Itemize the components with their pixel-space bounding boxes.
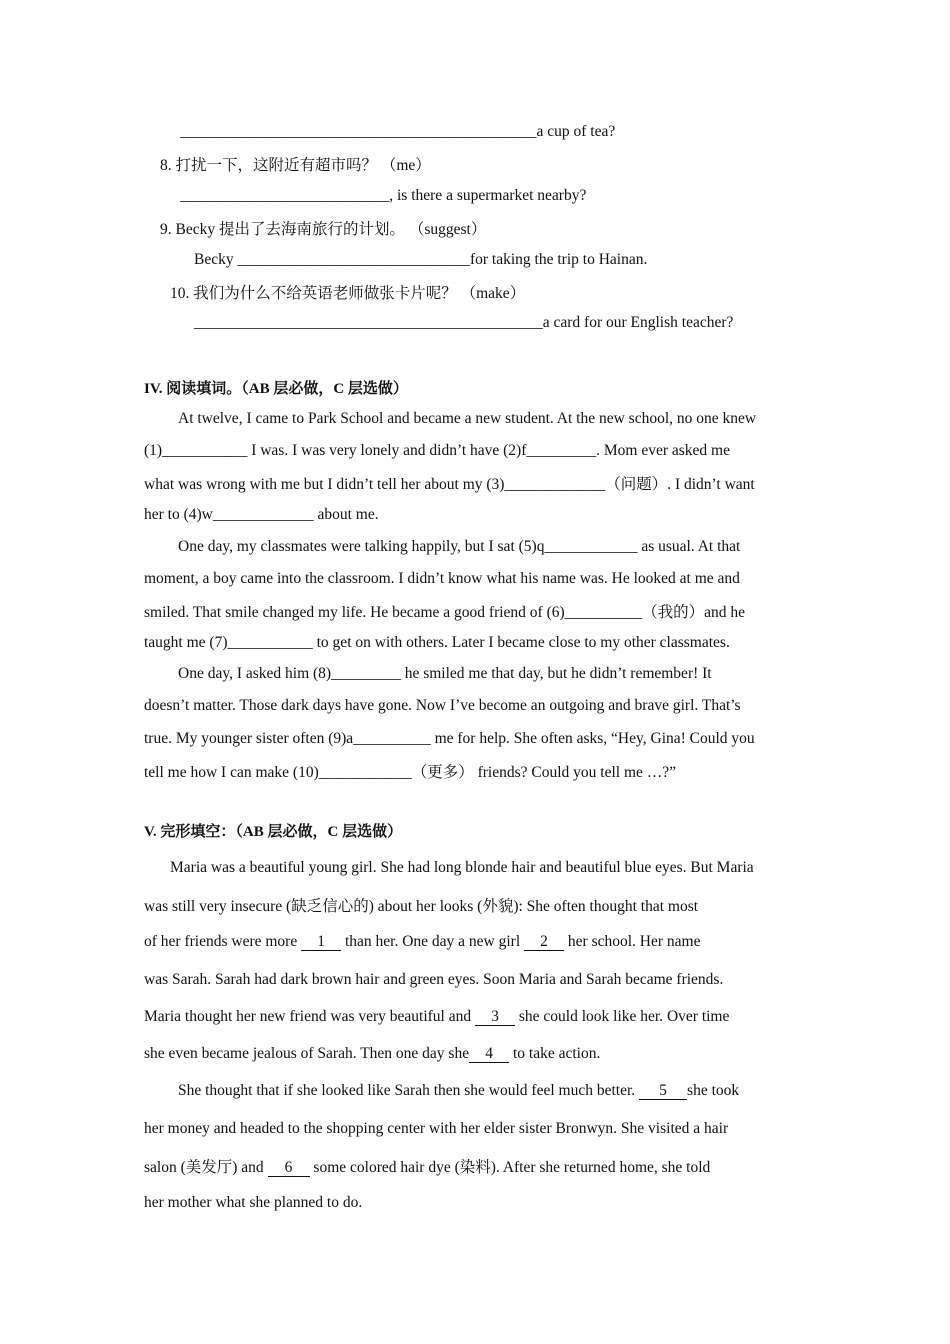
cloze-line: she even became jealous of Sarah. Then one day she 4 to take action. <box>144 1045 601 1062</box>
cloze-blank-2[interactable]: 2 <box>524 934 564 951</box>
cloze-line: her mother what she planned to do. <box>144 1194 363 1211</box>
item-9-answer-line <box>194 250 647 270</box>
cloze-line: was Sarah. Sarah had dark brown hair and green eyes. Soon Maria and Sarah became friends. <box>144 971 724 988</box>
passage-line: taught me (7)___________ to get on with others. Later I became close to my other classmates. <box>144 634 730 651</box>
item-8-prompt: 8. 打扰一下，这附近有超市吗？ （me） <box>160 157 431 174</box>
passage-line: One day, my classmates were talking happily, but I sat (5)q____________ as usual. At that <box>178 538 741 555</box>
item-8-answer-line <box>180 186 586 206</box>
answer-blank[interactable]: ______________________________ <box>237 251 470 268</box>
sentence-tail: , is there a supermarket nearby? <box>389 187 587 204</box>
item-10-answer-line <box>194 313 733 333</box>
cloze-line: her money and headed to the shopping center with her elder sister Bronwyn. She visited a hair <box>144 1120 729 1137</box>
sentence-head: Becky <box>194 251 238 268</box>
passage-line: At twelve, I came to Park School and became a new student. At the new school, no one knew <box>178 410 757 427</box>
cloze-line: Maria was a beautiful young girl. She had long blonde hair and beautiful blue eyes. But Maria <box>170 859 754 876</box>
passage-line: One day, I asked him (8)_________ he smiled me that day, but he didn’t remember! It <box>178 665 712 682</box>
cloze-line: of her friends were more 1 than her. One day a new girl 2 her school. Her name <box>144 933 701 950</box>
sentence-tail: a card for our English teacher? <box>542 314 734 331</box>
passage-line: smiled. That smile changed my life. He became a good friend of (6)__________（我的）and he <box>144 604 746 621</box>
section-iv-heading: IV. 阅读填词。（AB 层必做，C 层选做） <box>144 381 408 397</box>
sentence-tail: for taking the trip to Hainan. <box>469 251 648 268</box>
cloze-blank-3[interactable]: 3 <box>475 1009 515 1026</box>
passage-line: doesn’t matter. Those dark days have gone. Now I’ve become an outgoing and brave girl. That’s <box>144 697 741 714</box>
passage-line: moment, a boy came into the classroom. I didn’t know what his name was. He looked at me and <box>144 570 740 587</box>
answer-blank[interactable]: ___________________________ <box>180 187 390 204</box>
passage-line: true. My younger sister often (9)a__________ me for help. She often asks, “Hey, Gina! Could you <box>144 730 755 747</box>
passage-line: tell me how I can make (10)____________（更多） friends? Could you tell me …?” <box>144 764 677 781</box>
cloze-blank-6[interactable]: 6 <box>268 1160 310 1177</box>
item-10-prompt: 10. 我们为什么不给英语老师做张卡片呢？ （make） <box>170 285 526 302</box>
item-9-prompt: 9. Becky 提出了去海南旅行的计划。 （suggest） <box>160 221 487 238</box>
cloze-line: salon (美发厅) and 6 some colored hair dye (染料). After she returned home, she told <box>144 1159 711 1176</box>
item-7-answer-line <box>180 122 615 142</box>
passage-line: what was wrong with me but I didn’t tell her about my (3)_____________（问题）. I didn’t want <box>144 476 755 493</box>
section-v-heading: V. 完形填空：（AB 层必做，C 层选做） <box>144 824 403 840</box>
answer-blank[interactable]: ______________________________________________ <box>180 123 537 140</box>
cloze-blank-5[interactable]: 5 <box>639 1083 687 1100</box>
passage-line: her to (4)w_____________ about me. <box>144 506 379 523</box>
cloze-blank-4[interactable]: 4 <box>469 1046 509 1063</box>
answer-blank[interactable]: _____________________________________________ <box>194 314 543 331</box>
cloze-line: Maria thought her new friend was very beautiful and 3 she could look like her. Over time <box>144 1008 730 1025</box>
cloze-line: was still very insecure (缺乏信心的) about her looks (外貌): She often thought that most <box>144 898 699 915</box>
passage-line: (1)___________ I was. I was very lonely and didn’t have (2)f_________. Mom ever asked me <box>144 442 730 459</box>
cloze-blank-1[interactable]: 1 <box>301 934 341 951</box>
sentence-tail: a cup of tea? <box>536 123 616 140</box>
cloze-line: She thought that if she looked like Sarah then she would feel much better. 5 she took <box>178 1082 740 1099</box>
